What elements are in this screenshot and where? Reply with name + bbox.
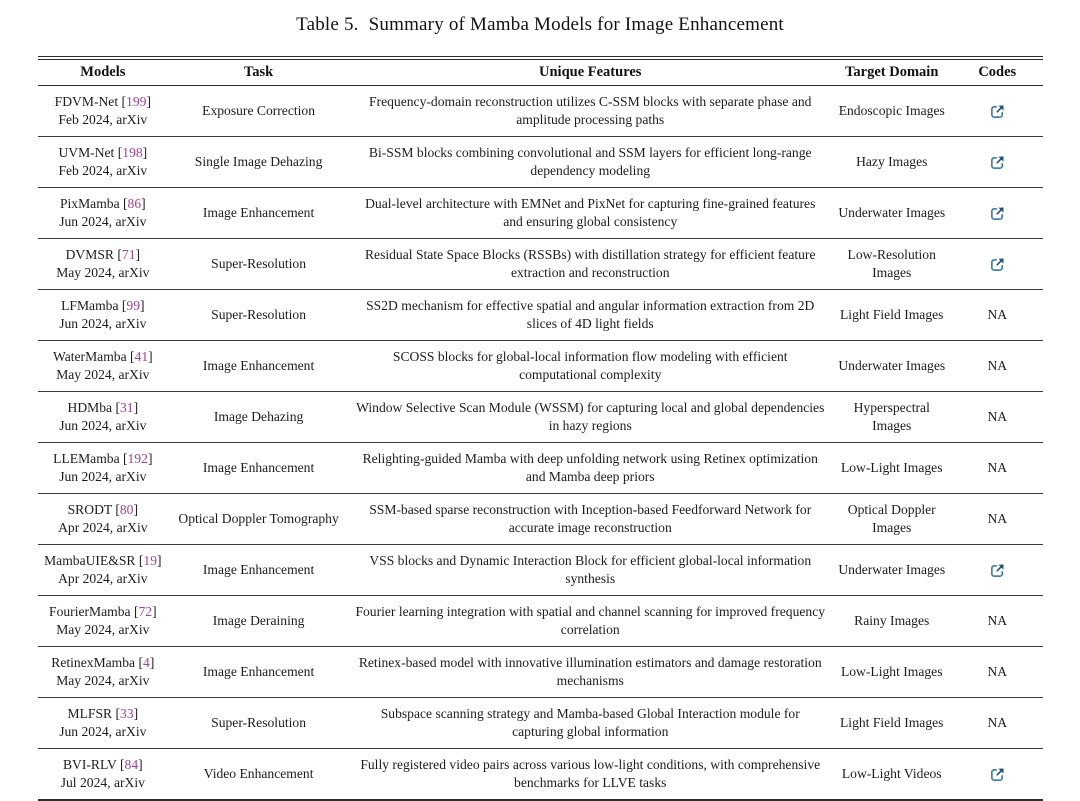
model-name: FDVM-Net bbox=[54, 94, 122, 110]
table-row bbox=[38, 290, 1043, 341]
model-cell bbox=[38, 137, 169, 188]
model-cell bbox=[38, 749, 169, 801]
citation-link[interactable]: 86 bbox=[127, 196, 142, 212]
citation-link[interactable]: 199 bbox=[126, 94, 147, 110]
citation-bracket-open: [ bbox=[120, 757, 125, 773]
table-row bbox=[38, 494, 1043, 545]
model-name: DVMSR bbox=[65, 247, 118, 263]
task-cell: Image Enhancement bbox=[168, 443, 349, 494]
model-cell bbox=[38, 494, 169, 545]
model-date: May 2024, arXiv bbox=[56, 673, 150, 688]
domain-cell: Underwater Images bbox=[831, 545, 952, 596]
citation-bracket-open: [ bbox=[133, 604, 139, 620]
model-name: BVI-RLV bbox=[62, 757, 120, 773]
code-cell bbox=[952, 545, 1042, 596]
task-cell: Image Deraining bbox=[168, 596, 349, 647]
citation-bracket-close: ] bbox=[133, 706, 139, 722]
features-cell: SSM-based sparse reconstruction with Inception-based Feedforward Network for accurate image reconstruction bbox=[349, 494, 831, 545]
code-na-label: NA bbox=[987, 307, 1008, 323]
header-models: Models bbox=[38, 60, 169, 86]
citation-bracket-close: ] bbox=[140, 298, 145, 314]
model-name: UVM-Net bbox=[58, 145, 118, 161]
task-cell: Optical Doppler Tomography bbox=[168, 494, 349, 545]
task-cell: Super-Resolution bbox=[168, 239, 349, 290]
table-row bbox=[38, 698, 1043, 749]
model-name: LLEMamba bbox=[53, 451, 124, 467]
model-date: Jul 2024, arXiv bbox=[60, 775, 145, 790]
domain-cell: Underwater Images bbox=[831, 188, 952, 239]
paper-page bbox=[0, 14, 1080, 790]
model-cell bbox=[38, 188, 169, 239]
citation-bracket-open: [ bbox=[138, 655, 144, 671]
citation-bracket-open: [ bbox=[138, 553, 144, 569]
table-body bbox=[38, 86, 1043, 801]
model-date: Jun 2024, arXiv bbox=[59, 724, 147, 739]
task-cell: Exposure Correction bbox=[168, 86, 349, 137]
table-caption bbox=[0, 14, 1080, 36]
domain-cell: Hazy Images bbox=[831, 137, 952, 188]
code-cell bbox=[952, 596, 1042, 647]
model-name: HDMba bbox=[67, 400, 116, 416]
citation-link[interactable]: 19 bbox=[143, 553, 157, 569]
citation-link[interactable]: 41 bbox=[134, 349, 149, 365]
citation-bracket-close: ] bbox=[133, 400, 139, 416]
domain-cell: Underwater Images bbox=[831, 341, 952, 392]
citation-link[interactable]: 71 bbox=[121, 247, 136, 263]
citation-bracket-open: [ bbox=[130, 349, 135, 365]
task-cell: Image Dehazing bbox=[168, 392, 349, 443]
table-caption-label: Table 5. bbox=[296, 14, 359, 35]
table-row bbox=[38, 341, 1043, 392]
citation-bracket-close: ] bbox=[146, 94, 151, 110]
external-link-icon[interactable] bbox=[990, 104, 1005, 119]
citation-bracket-open: [ bbox=[117, 145, 123, 161]
citation-link[interactable]: 31 bbox=[120, 400, 134, 416]
citation-link[interactable]: 80 bbox=[119, 502, 134, 518]
features-cell: Window Selective Scan Module (WSSM) for capturing local and global dependencies in hazy regions bbox=[349, 392, 831, 443]
domain-cell: Hyperspectral Images bbox=[831, 392, 952, 443]
model-date: May 2024, arXiv bbox=[56, 367, 150, 382]
model-name: RetinexMamba bbox=[51, 655, 139, 671]
citation-bracket-close: ] bbox=[133, 502, 138, 518]
features-cell: Relighting-guided Mamba with deep unfolding network using Retinex optimization and Mamba deep priors bbox=[349, 443, 831, 494]
table-row bbox=[38, 443, 1043, 494]
summary-table bbox=[38, 59, 1043, 801]
features-cell: SCOSS blocks for global-local information flow modeling with efficient computational complexity bbox=[349, 341, 831, 392]
code-na-label: NA bbox=[987, 409, 1008, 425]
citation-bracket-close: ] bbox=[142, 145, 148, 161]
domain-cell: Endoscopic Images bbox=[831, 86, 952, 137]
external-link-icon[interactable] bbox=[990, 257, 1005, 272]
citation-bracket-open: [ bbox=[123, 451, 128, 467]
model-cell bbox=[38, 596, 169, 647]
model-date: Jun 2024, arXiv bbox=[59, 316, 147, 331]
model-cell bbox=[38, 545, 169, 596]
table-row bbox=[38, 137, 1043, 188]
code-cell bbox=[952, 239, 1042, 290]
code-cell bbox=[952, 86, 1042, 137]
model-date: Jun 2024, arXiv bbox=[59, 469, 147, 484]
task-cell: Image Enhancement bbox=[168, 545, 349, 596]
domain-cell: Light Field Images bbox=[831, 698, 952, 749]
task-cell: Video Enhancement bbox=[203, 766, 314, 782]
table-row bbox=[38, 545, 1043, 596]
domain-cell: Optical Doppler Images bbox=[831, 494, 952, 545]
citation-bracket-open: [ bbox=[121, 94, 127, 110]
domain-cell: Low-Light Images bbox=[831, 647, 952, 698]
task-cell: Super-Resolution bbox=[168, 698, 349, 749]
features-cell: Fourier learning integration with spatial and channel scanning for improved frequency correlation bbox=[349, 596, 831, 647]
features-cell: Fully registered video pairs across various low-light conditions, with comprehensive benchmarks for LLVE tasks bbox=[360, 757, 821, 790]
code-cell bbox=[952, 443, 1042, 494]
features-cell: Subspace scanning strategy and Mamba-based Global Interaction module for capturing global information bbox=[349, 698, 831, 749]
citation-link[interactable]: 198 bbox=[122, 145, 143, 161]
model-cell bbox=[38, 86, 169, 137]
citation-link[interactable]: 192 bbox=[127, 451, 148, 467]
task-cell: Super-Resolution bbox=[168, 290, 349, 341]
features-cell: Retinex-based model with innovative illumination estimators and damage restoration mechanisms bbox=[349, 647, 831, 698]
features-cell: Frequency-domain reconstruction utilizes C-SSM blocks with separate phase and amplitude processing paths bbox=[349, 86, 831, 137]
domain-cell: Low-Light Videos bbox=[841, 766, 942, 782]
citation-bracket-open: [ bbox=[117, 247, 122, 263]
features-cell: SS2D mechanism for effective spatial and angular information extraction from 2D slices of 4D light fields bbox=[349, 290, 831, 341]
domain-cell: Light Field Images bbox=[831, 290, 952, 341]
table-row bbox=[38, 596, 1043, 647]
code-na-label: NA bbox=[987, 715, 1008, 731]
external-link-icon[interactable] bbox=[990, 563, 1005, 578]
model-date: May 2024, arXiv bbox=[56, 622, 150, 637]
citation-bracket-close: ] bbox=[149, 655, 155, 671]
model-date: Jun 2024, arXiv bbox=[59, 214, 147, 229]
code-cell bbox=[952, 341, 1042, 392]
domain-cell: Low-Resolution Images bbox=[831, 239, 952, 290]
code-cell bbox=[952, 698, 1042, 749]
model-date: Apr 2024, arXiv bbox=[58, 571, 148, 586]
summary-table-wrapper bbox=[38, 56, 1043, 801]
domain-cell: Rainy Images bbox=[831, 596, 952, 647]
external-link-icon[interactable] bbox=[990, 767, 1005, 782]
code-cell bbox=[952, 749, 1042, 801]
model-cell bbox=[38, 239, 169, 290]
table-row bbox=[38, 749, 1043, 801]
task-cell: Single Image Dehazing bbox=[168, 137, 349, 188]
code-cell bbox=[952, 290, 1042, 341]
model-cell bbox=[38, 698, 169, 749]
model-name: FourierMamba bbox=[49, 604, 134, 620]
features-cell: Bi-SSM blocks combining convolutional and SSM layers for efficient long-range dependency modeling bbox=[349, 137, 831, 188]
model-name: MambaUIE&SR bbox=[44, 553, 139, 569]
model-cell bbox=[38, 647, 169, 698]
header-target-domain: Target Domain bbox=[831, 60, 952, 86]
external-link-icon[interactable] bbox=[990, 155, 1005, 170]
table-row bbox=[38, 86, 1043, 137]
citation-bracket-open: [ bbox=[115, 400, 120, 416]
model-date: Apr 2024, arXiv bbox=[58, 520, 148, 535]
model-name: MLFSR bbox=[67, 706, 116, 722]
citation-bracket-open: [ bbox=[115, 706, 121, 722]
model-name: WaterMamba bbox=[52, 349, 131, 365]
citation-bracket-close: ] bbox=[138, 757, 143, 773]
code-na-label: NA bbox=[987, 613, 1008, 629]
code-cell bbox=[952, 494, 1042, 545]
task-cell: Image Enhancement bbox=[168, 188, 349, 239]
citation-bracket-open: [ bbox=[115, 502, 120, 518]
header-task: Task bbox=[168, 60, 349, 86]
citation-bracket-close: ] bbox=[152, 604, 157, 620]
model-cell bbox=[38, 443, 169, 494]
citation-link[interactable]: 84 bbox=[124, 757, 139, 773]
model-cell bbox=[38, 392, 169, 443]
model-cell bbox=[38, 290, 169, 341]
code-na-label: NA bbox=[987, 511, 1008, 527]
model-name: LFMamba bbox=[61, 298, 122, 314]
citation-bracket-open: [ bbox=[121, 298, 127, 314]
citation-link[interactable]: 99 bbox=[126, 298, 141, 314]
features-cell: Residual State Space Blocks (RSSBs) with distillation strategy for efficient feature extraction and reconstruction bbox=[349, 239, 831, 290]
table-row bbox=[38, 647, 1043, 698]
task-cell: Image Enhancement bbox=[168, 341, 349, 392]
model-date: May 2024, arXiv bbox=[56, 265, 150, 280]
table-row bbox=[38, 239, 1043, 290]
code-cell bbox=[952, 392, 1042, 443]
citation-bracket-close: ] bbox=[147, 451, 153, 467]
code-cell bbox=[952, 647, 1042, 698]
citation-bracket-close: ] bbox=[135, 247, 141, 263]
citation-link[interactable]: 33 bbox=[120, 706, 134, 722]
code-na-label: NA bbox=[987, 358, 1008, 374]
citation-bracket-open: [ bbox=[123, 196, 128, 212]
table-header-row bbox=[38, 60, 1043, 86]
code-na-label: NA bbox=[987, 664, 1008, 680]
task-cell: Image Enhancement bbox=[168, 647, 349, 698]
model-date: Jun 2024, arXiv bbox=[59, 418, 147, 433]
header-codes: Codes bbox=[952, 60, 1042, 86]
external-link-icon[interactable] bbox=[990, 206, 1005, 221]
citation-bracket-close: ] bbox=[157, 553, 162, 569]
model-date: Feb 2024, arXiv bbox=[58, 112, 148, 127]
features-cell: VSS blocks and Dynamic Interaction Block for efficient global-local information synthesis bbox=[349, 545, 831, 596]
code-na-label: NA bbox=[987, 460, 1008, 476]
citation-bracket-close: ] bbox=[141, 196, 146, 212]
table-row bbox=[38, 188, 1043, 239]
citation-link[interactable]: 4 bbox=[143, 655, 150, 671]
header-unique-features: Unique Features bbox=[349, 60, 831, 86]
citation-bracket-close: ] bbox=[148, 349, 153, 365]
model-date: Feb 2024, arXiv bbox=[58, 163, 148, 178]
model-name: SRODT bbox=[67, 502, 116, 518]
model-cell bbox=[38, 341, 169, 392]
table-row bbox=[38, 392, 1043, 443]
citation-link[interactable]: 72 bbox=[138, 604, 153, 620]
table-caption-text: Summary of Mamba Models for Image Enhancement bbox=[368, 14, 784, 35]
features-cell: Dual-level architecture with EMNet and PixNet for capturing fine-grained features and ensuring global consistency bbox=[349, 188, 831, 239]
model-name: PixMamba bbox=[59, 196, 124, 212]
domain-cell: Low-Light Images bbox=[831, 443, 952, 494]
code-cell bbox=[952, 137, 1042, 188]
code-cell bbox=[952, 188, 1042, 239]
